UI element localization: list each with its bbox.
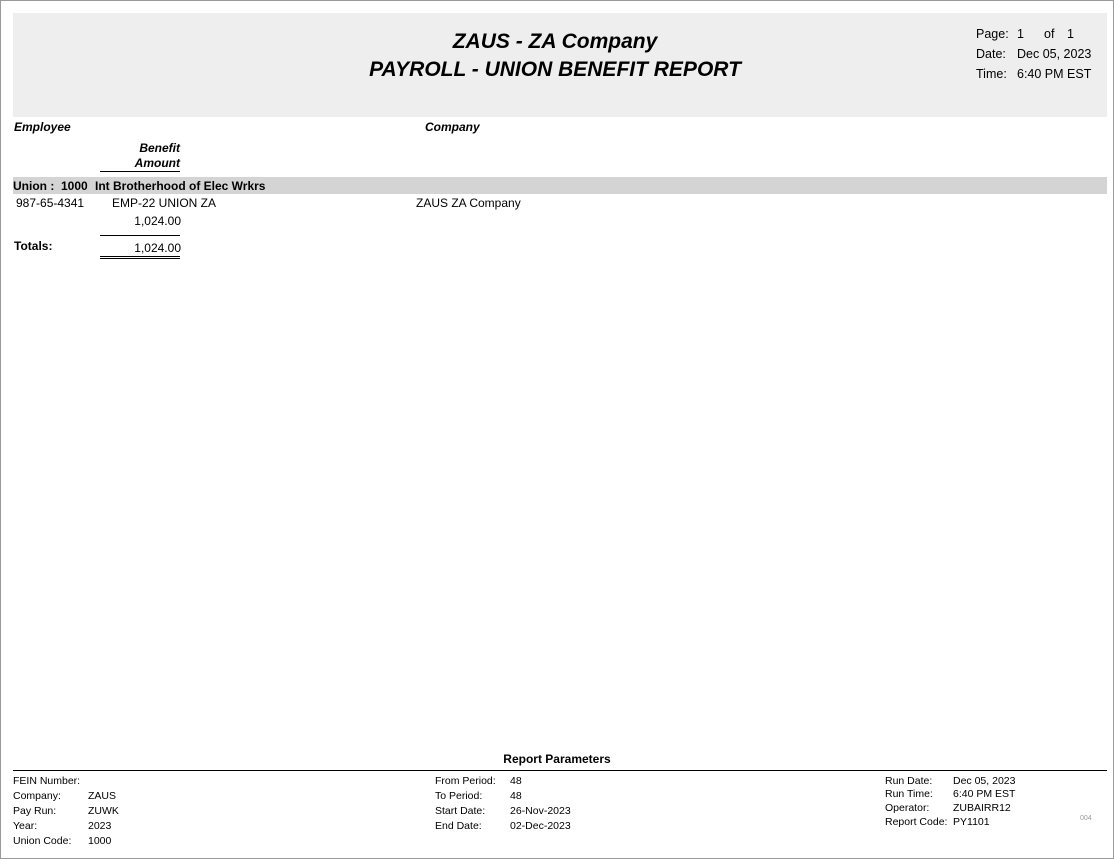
union-label: Union : <box>13 179 55 193</box>
param-fein-label: FEIN Number: <box>13 775 81 787</box>
param-reportcode-label: Report Code: <box>885 816 948 828</box>
employee-company: ZAUS ZA Company <box>416 196 521 210</box>
param-toperiod-value: 48 <box>510 790 522 802</box>
date-value: Dec 05, 2023 <box>1017 47 1092 61</box>
footer-code: 004 <box>1080 815 1092 822</box>
param-unioncode-value: 1000 <box>88 835 112 847</box>
param-rundate-value: Dec 05, 2023 <box>953 775 1016 787</box>
param-reportcode-value: PY1101 <box>953 816 990 828</box>
page-number: 1 <box>1017 27 1024 41</box>
union-name: Int Brotherhood of Elec Wrkrs <box>95 179 266 193</box>
param-year-value: 2023 <box>88 820 112 832</box>
column-header-employee: Employee <box>14 120 71 134</box>
param-rundate-label: Run Date: <box>885 775 933 787</box>
benefit-amount: 1,024.00 <box>134 214 181 228</box>
param-fromperiod-label: From Period: <box>435 775 496 787</box>
param-company-label: Company: <box>13 790 61 802</box>
date-label: Date: <box>976 47 1006 61</box>
param-runtime-label: Run Time: <box>885 788 933 800</box>
param-company-value: ZAUS <box>88 790 117 802</box>
param-year-label: Year: <box>13 820 38 832</box>
page-of-label: of <box>1044 27 1055 41</box>
union-code: 1000 <box>61 179 88 193</box>
report-parameters-title: Report Parameters <box>503 752 611 766</box>
column-header-benefit: Benefit <box>139 141 180 155</box>
param-runtime-value: 6:40 PM EST <box>953 788 1016 800</box>
param-payrun-label: Pay Run: <box>13 805 57 817</box>
report-parameters-rule <box>13 770 1107 771</box>
param-operator-value: ZUBAIRR12 <box>953 802 1011 814</box>
totals-double-underline <box>100 256 180 259</box>
param-operator-label: Operator: <box>885 802 930 814</box>
report-title: PAYROLL - UNION BENEFIT REPORT <box>369 58 741 81</box>
totals-amount: 1,024.00 <box>134 241 181 255</box>
param-unioncode-label: Union Code: <box>13 835 72 847</box>
company-title: ZAUS - ZA Company <box>452 30 658 53</box>
page-total: 1 <box>1067 27 1074 41</box>
param-toperiod-label: To Period: <box>435 790 483 802</box>
time-value: 6:40 PM EST <box>1017 67 1092 81</box>
param-fromperiod-value: 48 <box>510 775 522 787</box>
column-header-underline <box>100 171 180 172</box>
param-enddate-value: 02-Dec-2023 <box>510 820 571 832</box>
param-payrun-value: ZUWK <box>88 805 119 817</box>
param-startdate-label: Start Date: <box>435 805 486 817</box>
employee-name: EMP-22 UNION ZA <box>112 196 217 210</box>
union-group-header <box>13 177 1107 194</box>
column-header-amount: Amount <box>134 156 180 170</box>
time-label: Time: <box>976 67 1007 81</box>
employee-ssn: 987-65-4341 <box>16 196 85 210</box>
param-startdate-value: 26-Nov-2023 <box>510 805 571 817</box>
totals-rule <box>100 235 180 236</box>
report-header <box>13 13 1107 117</box>
param-enddate-label: End Date: <box>435 820 482 832</box>
totals-label: Totals: <box>14 239 53 253</box>
page-label: Page: <box>976 27 1009 41</box>
column-header-company: Company <box>425 120 480 134</box>
